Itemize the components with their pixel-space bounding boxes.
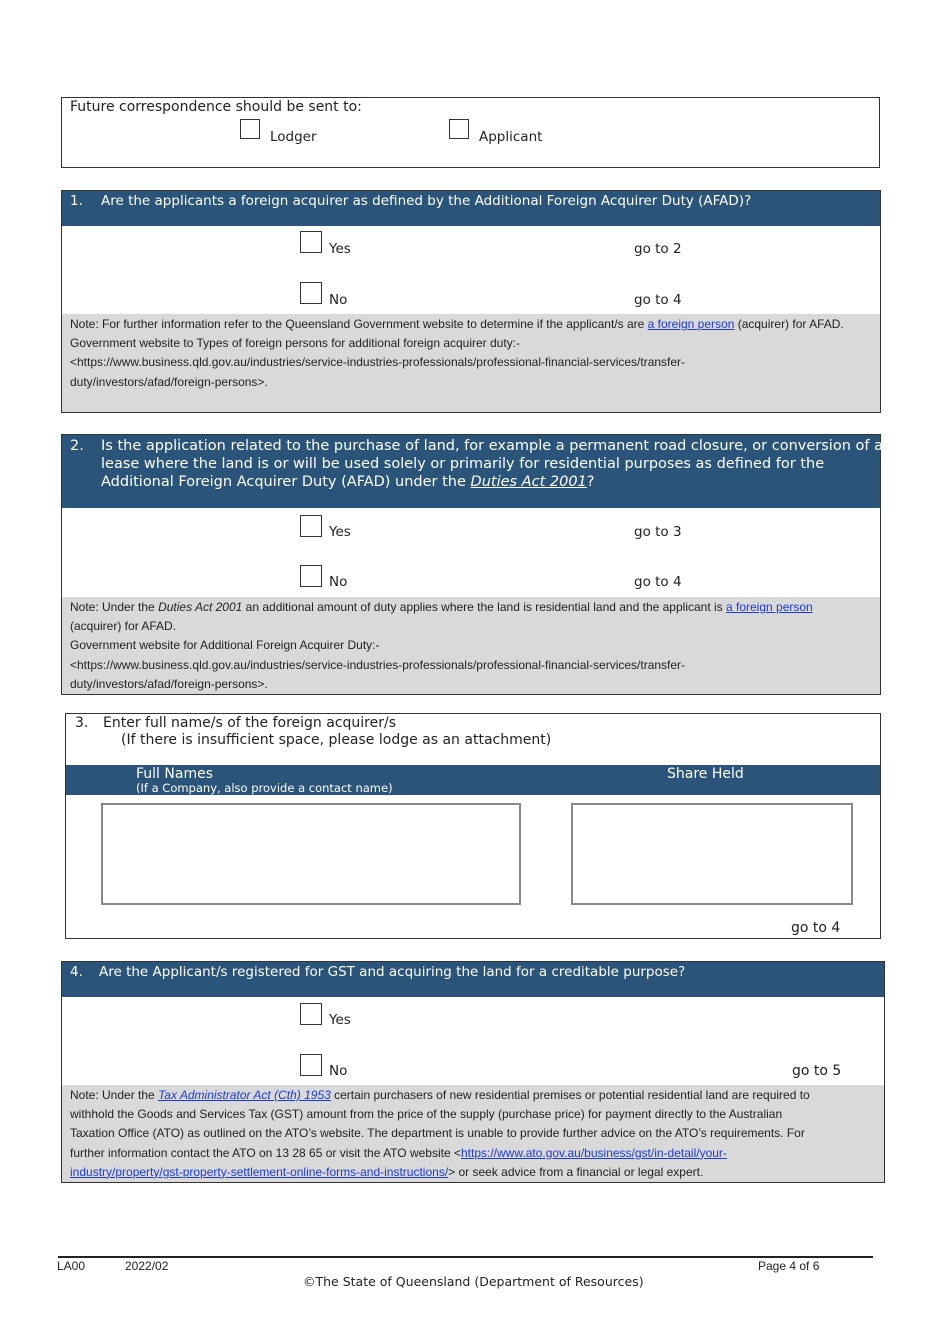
correspondence-title: Future correspondence should be sent to: — [70, 99, 362, 115]
col-share-held: Share Held — [667, 766, 744, 782]
footer-form-code: LA00 — [57, 1259, 86, 1273]
question-1-header — [62, 191, 880, 226]
q4-note: Note: Under the Tax Administrator Act (Cth) 1953 certain purchasers of new residential premises or potential residential land are required to withhold the Goods and Services Tax (GST) amount from the price of the supply (purchase price) for payment directly to the Australian Taxation Office (ATO) as outlined on the ATO’s website. The department is unable to provide further advice on the ATO’s requirements. For further information contact the ATO on 13 28 65 or visit the ATO website <https://www.ato.gov.au/business/gst/in-detail/your- industry/property/gst-property-settlement-online-forms-and-instructions/> or seek advice from a financial or legal expert. — [62, 1085, 884, 1182]
q4-no-goto: go to 5 — [792, 1063, 842, 1079]
question-2-number: 2. — [70, 438, 84, 454]
q1-no-checkbox[interactable] — [300, 282, 322, 304]
question-4-header — [62, 962, 884, 997]
ato-link-part2[interactable]: industry/property/gst-property-settlement-online-forms-and-instructions/ — [70, 1164, 449, 1179]
question-2-text: Is the application related to the purchase of land, for example a permanent road closure, or conversion of a lease where the land is or will be used solely or primarily for residential purposes as defined for the Additional Foreign Acquirer Duty (AFAD) under the Duties Act 2001? — [101, 438, 883, 490]
q1-no-label: No — [329, 292, 348, 308]
footer-rule — [58, 1256, 873, 1258]
tax-act-link[interactable]: Tax Administrator Act (Cth) 1953 — [158, 1088, 331, 1102]
q1-yes-checkbox[interactable] — [300, 231, 322, 253]
q2-no-goto: go to 4 — [634, 574, 682, 590]
footer-version: 2022/02 — [125, 1259, 169, 1273]
question-2-header — [62, 435, 883, 508]
question-4-text: Are the Applicant/s registered for GST and acquiring the land for a creditable purpose? — [99, 964, 686, 980]
question-3-title: Enter full name/s of the foreign acquirer/s — [103, 715, 397, 731]
col-full-names: Full Names — [136, 766, 213, 782]
lodger-label: Lodger — [270, 129, 317, 145]
q1-yes-goto: go to 2 — [634, 241, 682, 257]
question-3-subtitle: (If there is insufficient space, please lodge as an attachment) — [121, 732, 552, 748]
applicant-checkbox[interactable] — [449, 119, 469, 139]
q3-goto: go to 4 — [791, 920, 841, 936]
q3-table-header — [66, 765, 880, 795]
q1-yes-label: Yes — [329, 241, 351, 257]
q2-duties-act: Duties Act 2001 — [470, 474, 587, 490]
q1-no-goto: go to 4 — [634, 292, 682, 308]
q2-no-label: No — [329, 574, 348, 590]
full-names-input[interactable] — [101, 803, 521, 905]
q4-yes-label: Yes — [329, 1012, 351, 1028]
q4-no-label: No — [329, 1063, 348, 1079]
question-3-number: 3. — [75, 715, 89, 731]
share-held-input[interactable] — [571, 803, 853, 905]
q2-yes-checkbox[interactable] — [300, 515, 322, 537]
applicant-label: Applicant — [479, 129, 543, 145]
q1-note: Note: For further information refer to the Queensland Government website to determine if the applicant/s are a foreign person (acquirer) for AFAD. Government website to Types of foreign persons for additional foreign acquirer duty:- <https://www.business.qld.gov.au/industries/service-industries-professionals/professional-financial-services/transfer- duty/investors/afad/foreign-persons>. — [62, 314, 880, 412]
q2-foreign-person-link[interactable]: a foreign person — [726, 600, 813, 614]
q4-no-checkbox[interactable] — [300, 1054, 322, 1076]
q2-yes-goto: go to 3 — [634, 524, 682, 540]
ato-link-part1[interactable]: https://www.ato.gov.au/business/gst/in-detail/your- — [461, 1145, 727, 1160]
q4-yes-checkbox[interactable] — [300, 1003, 322, 1025]
footer-copyright: ©The State of Queensland (Department of Resources) — [303, 1274, 644, 1289]
footer-page-number: Page 4 of 6 — [758, 1259, 820, 1273]
question-1-text: Are the applicants a foreign acquirer as defined by the Additional Foreign Acquirer Duty (AFAD)? — [101, 193, 752, 209]
q2-yes-label: Yes — [329, 524, 351, 540]
q2-note: Note: Under the Duties Act 2001 an additional amount of duty applies where the land is residential land and the applicant is a foreign person (acquirer) for AFAD. Government website for Additional Foreign Acquirer Duty:- <https://www.business.qld.gov.au/industries/service-industries-professionals/professional-financial-services/transfer- duty/investors/afad/foreign-persons>. — [62, 597, 880, 694]
q1-foreign-person-link[interactable]: a foreign person — [647, 317, 735, 331]
lodger-checkbox[interactable] — [240, 119, 260, 139]
question-1-number: 1. — [70, 193, 83, 209]
q2-no-checkbox[interactable] — [300, 565, 322, 587]
col-full-names-sub: (If a Company, also provide a contact name) — [136, 781, 393, 795]
question-4-number: 4. — [70, 964, 83, 980]
